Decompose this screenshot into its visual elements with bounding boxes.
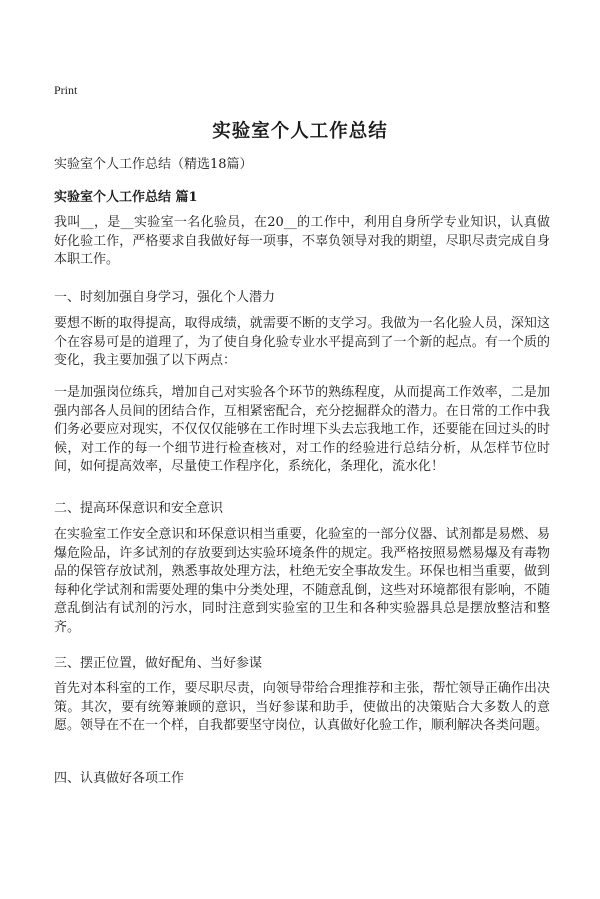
section-4-heading: 四、认真做好各项工作 bbox=[54, 771, 185, 786]
document-subtitle: 实验室个人工作总结（精选18篇） bbox=[54, 157, 253, 172]
intro-paragraph: 我叫__，是__实验室一名化验员，在20__的工作中，利用自身所学专业知识，认真做好化验工作，严格要求自我做好每一项事，不辜负领导对我的期望，尽职尽责完成自身本职工作。 bbox=[54, 215, 550, 267]
section-1-paragraph-1: 要想不断的取得提高，取得成绩，就需要不断的支学习。我做为一名化验人员，深知这个在容易可是的道理了，为了使自身化验专业水平提高到了一个新的起点。有一个质的变化，我主要加强了以下两点： bbox=[54, 316, 550, 368]
page-title: 实验室个人工作总结 bbox=[212, 121, 388, 142]
section-3-heading: 三、摆正位置，做好配角、当好参谋 bbox=[54, 656, 263, 671]
section-2-heading: 二、提高环保意识和安全意识 bbox=[54, 501, 224, 516]
print-label[interactable]: Print bbox=[54, 83, 78, 97]
article-title: 实验室个人工作总结 篇1 bbox=[54, 190, 198, 205]
section-1-paragraph-2: 一是加强岗位练兵，增加自己对实验各个环节的熟练程度，从而提高工作效率，二是加强内部各人员间的团结合作，互相紧密配合，充分挖掘群众的潜力。在日常的工作中我们务必要应对现实，不仅仅仅能够在工作时埋下头去忘我地工作，还要能在回过头的时候，对工作的每一个细节进行检查核对，对工作的经验进行总结分析，从怎样节位时间，如何提高效率，尽量使工作程序化，系统化，条理化，流水化！ bbox=[54, 385, 550, 474]
section-1-heading: 一、时刻加强自身学习，强化个人潜力 bbox=[54, 290, 276, 305]
section-2-paragraph: 在实验室工作安全意识和环保意识相当重要，化验室的一部分仪器、试剂都是易燃、易爆危险品，许多试剂的存放要到达实验环境条件的规定。我严格按照易燃易爆及有毒物品的保管存放试剂，熟悉事故处理方法，杜绝无安全事故发生。环保也相当重要，做到每种化学试剂和需要处理的集中分类处理，不随意乱倒，这些对环境都很有影响，不随意乱倒沾有试剂的污水，同时注意到实验室的卫生和各种实验器具总是摆放整洁和整齐。 bbox=[54, 527, 550, 635]
section-3-paragraph: 首先对本科室的工作，要尽职尽责，向领导带给合理推荐和主张，帮忙领导正确作出决策。其次，要有统筹兼顾的意识，当好参谋和助手，使做出的决策贴合大多数人的意愿。领导在不在一个样，自我都要坚守岗位，认真做好化验工作，顺利解决各类问题。 bbox=[54, 681, 550, 733]
